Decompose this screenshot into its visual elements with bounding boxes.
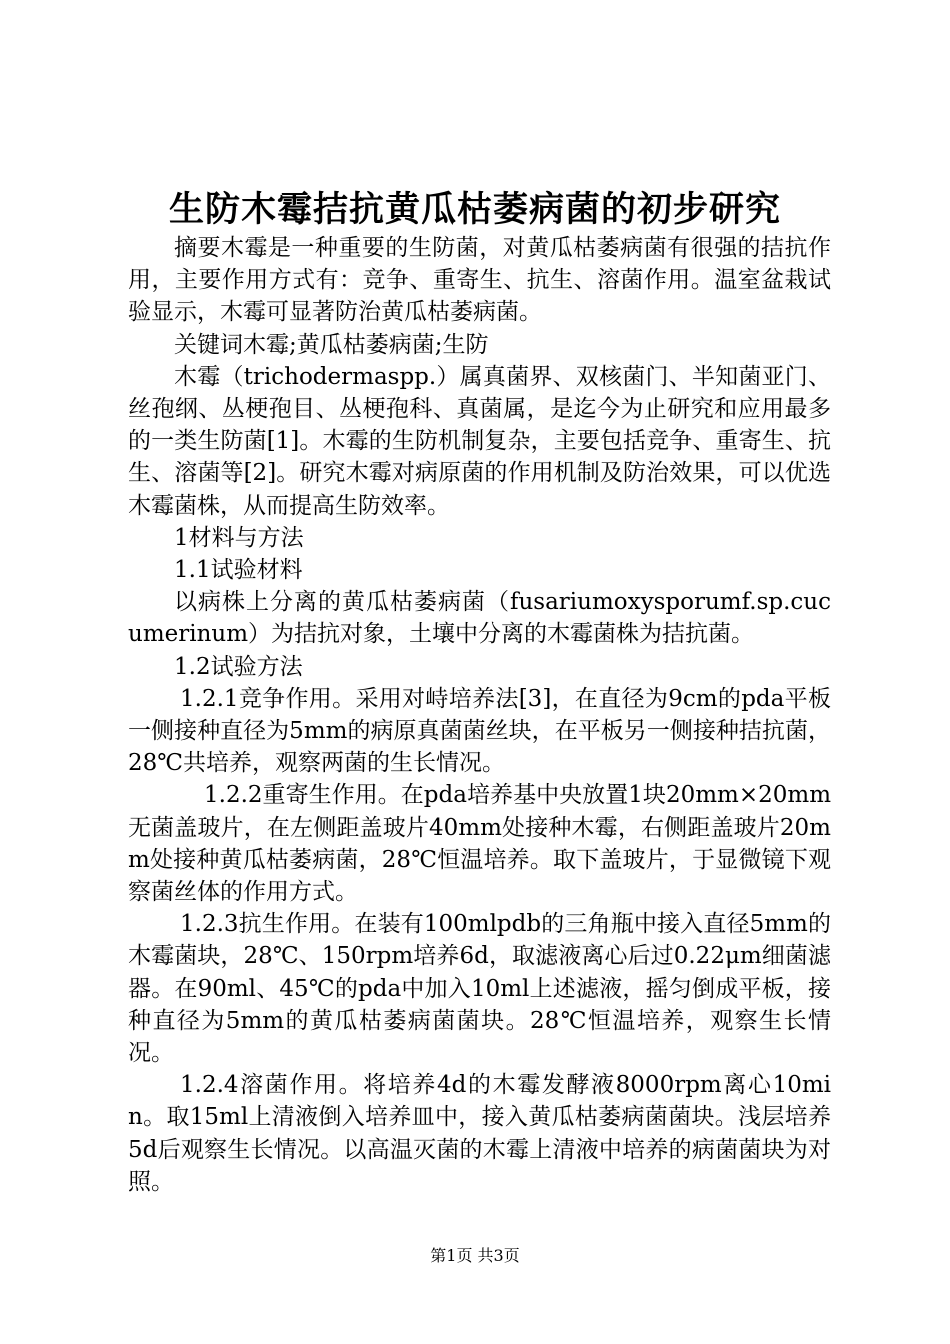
- method-paragraph: 1.2.1竞争作用。采用对峙培养法[3]，在直径为9cm的pda平板一侧接种直径为5mm的病原真菌菌丝块，在平板另一侧接种拮抗菌，28℃共培养，观察两菌的生长情况。: [128, 685, 831, 777]
- intro-paragraph: 木霉（trichodermaspp.）属真菌界、双核菌门、半知菌亚门、丝孢纲、丛梗孢目、丛梗孢科、真菌属，是迄今为止研究和应用最多的一类生防菌[1]。木霉的生防机制复杂，主要包括竞争、重寄生、抗生、溶菌等[2]。研究木霉对病原菌的作用机制及防治效果，可以优选木霉菌株，从而提高生防效率。: [128, 363, 831, 519]
- method-paragraph: 1.2.2重寄生作用。在pda培养基中央放置1块20mm×20mm无菌盖玻片，在左侧距盖玻片40mm处接种木霉，右侧距盖玻片20mm处接种黄瓜枯萎病菌，28℃恒温培养。取下盖玻片，于显微镜下观察菌丝体的作用方式。: [128, 782, 831, 906]
- abstract-paragraph: 摘要木霉是一种重要的生防菌，对黄瓜枯萎病菌有很强的拮抗作用，主要作用方式有：竞争、重寄生、抗生、溶菌作用。温室盆栽试验显示，木霉可显著防治黄瓜枯萎病菌。: [128, 235, 831, 326]
- document-title: 生防木霉拮抗黄瓜枯萎病菌的初步研究: [168, 189, 781, 230]
- page-footer: 第1页 共3页: [430, 1246, 520, 1265]
- section-heading: 1材料与方法: [174, 524, 304, 551]
- subsection-heading: 1.2试验方法: [174, 653, 303, 680]
- materials-paragraph: 以病株上分离的黄瓜枯萎病菌（fusariumoxysporumf.sp.cucumerinum）为拮抗对象，土壤中分离的木霉菌株为拮抗菌。: [128, 589, 831, 648]
- method-paragraph: 1.2.3抗生作用。在装有100mlpdb的三角瓶中接入直径5mm的木霉菌块，28℃、150rpm培养6d，取滤液离心后过0.22μm细菌滤器。在90ml、45℃的pda中加入10ml上述滤液，摇匀倒成平板，接种直径为5mm的黄瓜枯萎病菌菌块。28℃恒温培养，观察生长情况。: [128, 911, 831, 1067]
- document-body: [128, 232, 831, 1198]
- method-paragraph: 1.2.4溶菌作用。将培养4d的木霉发酵液8000rpm离心10min。取15ml上清液倒入培养皿中，接入黄瓜枯萎病菌菌块。浅层培养5d后观察生长情况。以高温灭菌的木霉上清液中培养的病菌菌块为对照。: [128, 1072, 831, 1195]
- keywords-paragraph: 关键词木霉;黄瓜枯萎病菌;生防: [174, 331, 489, 358]
- subsection-heading: 1.1试验材料: [174, 557, 303, 584]
